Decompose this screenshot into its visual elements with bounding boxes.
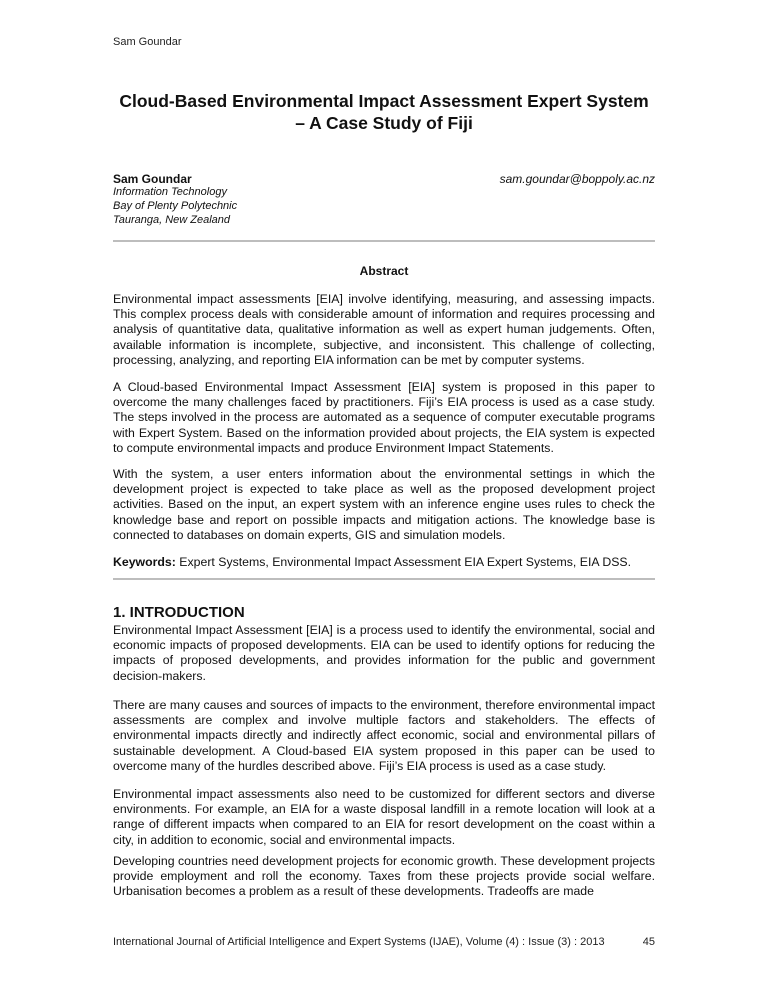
- abstract-paragraph: Environmental impact assessments [EIA] involve identifying, measuring, and assessing impacts. This complex process deals with considerable amount of information and requires processing and analysis of quantitative data, qualitative information as well as expert human judgements. Often, available information is incomplete, subjective, and inconsistent. This challenge of collecting, processing, analyzing, and reporting EIA information can be met by computer systems.: [113, 292, 655, 367]
- intro-paragraph: Environmental impact assessments also need to be customized for different sectors and diverse environments. For example, an EIA for a waste disposal landfill in a remote location will look at a range of different impacts when compared to an EIA for resort development on the coast within a city, in addition to economic, social and environmental impacts.: [113, 787, 655, 847]
- intro-paragraph: Environmental Impact Assessment [EIA] is a process used to identify the environmental, social and economic impacts of proposed developments. EIA can be used to identify options for reducing the impacts of proposed developments, and provides information for the public and government decision-makers.: [113, 623, 655, 683]
- divider-top: [113, 240, 655, 242]
- keywords: [113, 555, 655, 570]
- affiliation-institution: Bay of Plenty Polytechnic: [113, 200, 238, 212]
- abstract-heading: Abstract: [359, 264, 409, 278]
- page-number: 45: [642, 936, 655, 948]
- keywords-list: Expert Systems, Environmental Impact Assessment EIA Expert Systems, EIA DSS.: [175, 555, 632, 569]
- title-line-2: – A Case Study of Fiji: [295, 113, 473, 133]
- author-name: Sam Goundar: [113, 172, 192, 186]
- running-head: Sam Goundar: [113, 36, 182, 48]
- abstract-paragraph: With the system, a user enters information about the environmental settings in which the development project is expected to take place as well as the proposed development project activities. Based on the input, an expert system with an inference engine uses rules to check the knowledge base and report on possible impacts and mitigation actions. The knowledge base is connected to databases on domain experts, GIS and simulation models.: [113, 467, 655, 542]
- page-footer: [113, 936, 655, 948]
- affiliation-department: Information Technology: [113, 186, 227, 198]
- abstract-paragraph: A Cloud-based Environmental Impact Assessment [EIA] system is proposed in this paper to overcome the many challenges faced by practitioners. Fiji’s EIA process is used as a case study. The steps involved in the process are automated as a sequence of computer executable programs with Expert System. Based on the information provided about projects, the EIA system is expected to compute environmental impacts and produce Environment Impact Statements.: [113, 380, 655, 455]
- divider-bottom: [113, 578, 655, 580]
- affiliation-location: Tauranga, New Zealand: [113, 214, 231, 226]
- keywords-label: Keywords:: [113, 555, 176, 569]
- author-email: sam.goundar@boppoly.ac.nz: [499, 172, 655, 186]
- journal-citation: International Journal of Artificial Intelligence and Expert Systems (IJAE), Volume (4) : Issue (3) : 2013: [113, 936, 605, 948]
- intro-paragraph: Developing countries need development projects for economic growth. These development projects provide employment and roll the economy. Taxes from these projects provide social welfare. Urbanisation becomes a problem as a result of these developments. Tradeoffs are made: [113, 854, 655, 899]
- intro-paragraph: There are many causes and sources of impacts to the environment, therefore environmental impact assessments are complex and involve multiple factors and stakeholders. The effects of environmental impacts directly and indirectly affect economic, social and environmental pillars of sustainable development. A Cloud-based EIA system proposed in this paper can be used to overcome many of the hurdles described above. Fiji’s EIA process is used as a case study.: [113, 698, 655, 773]
- section-heading: 1. INTRODUCTION: [113, 604, 245, 621]
- title-line-1: Cloud-Based Environmental Impact Assessment Expert System: [119, 91, 649, 111]
- paper-title: [100, 90, 668, 134]
